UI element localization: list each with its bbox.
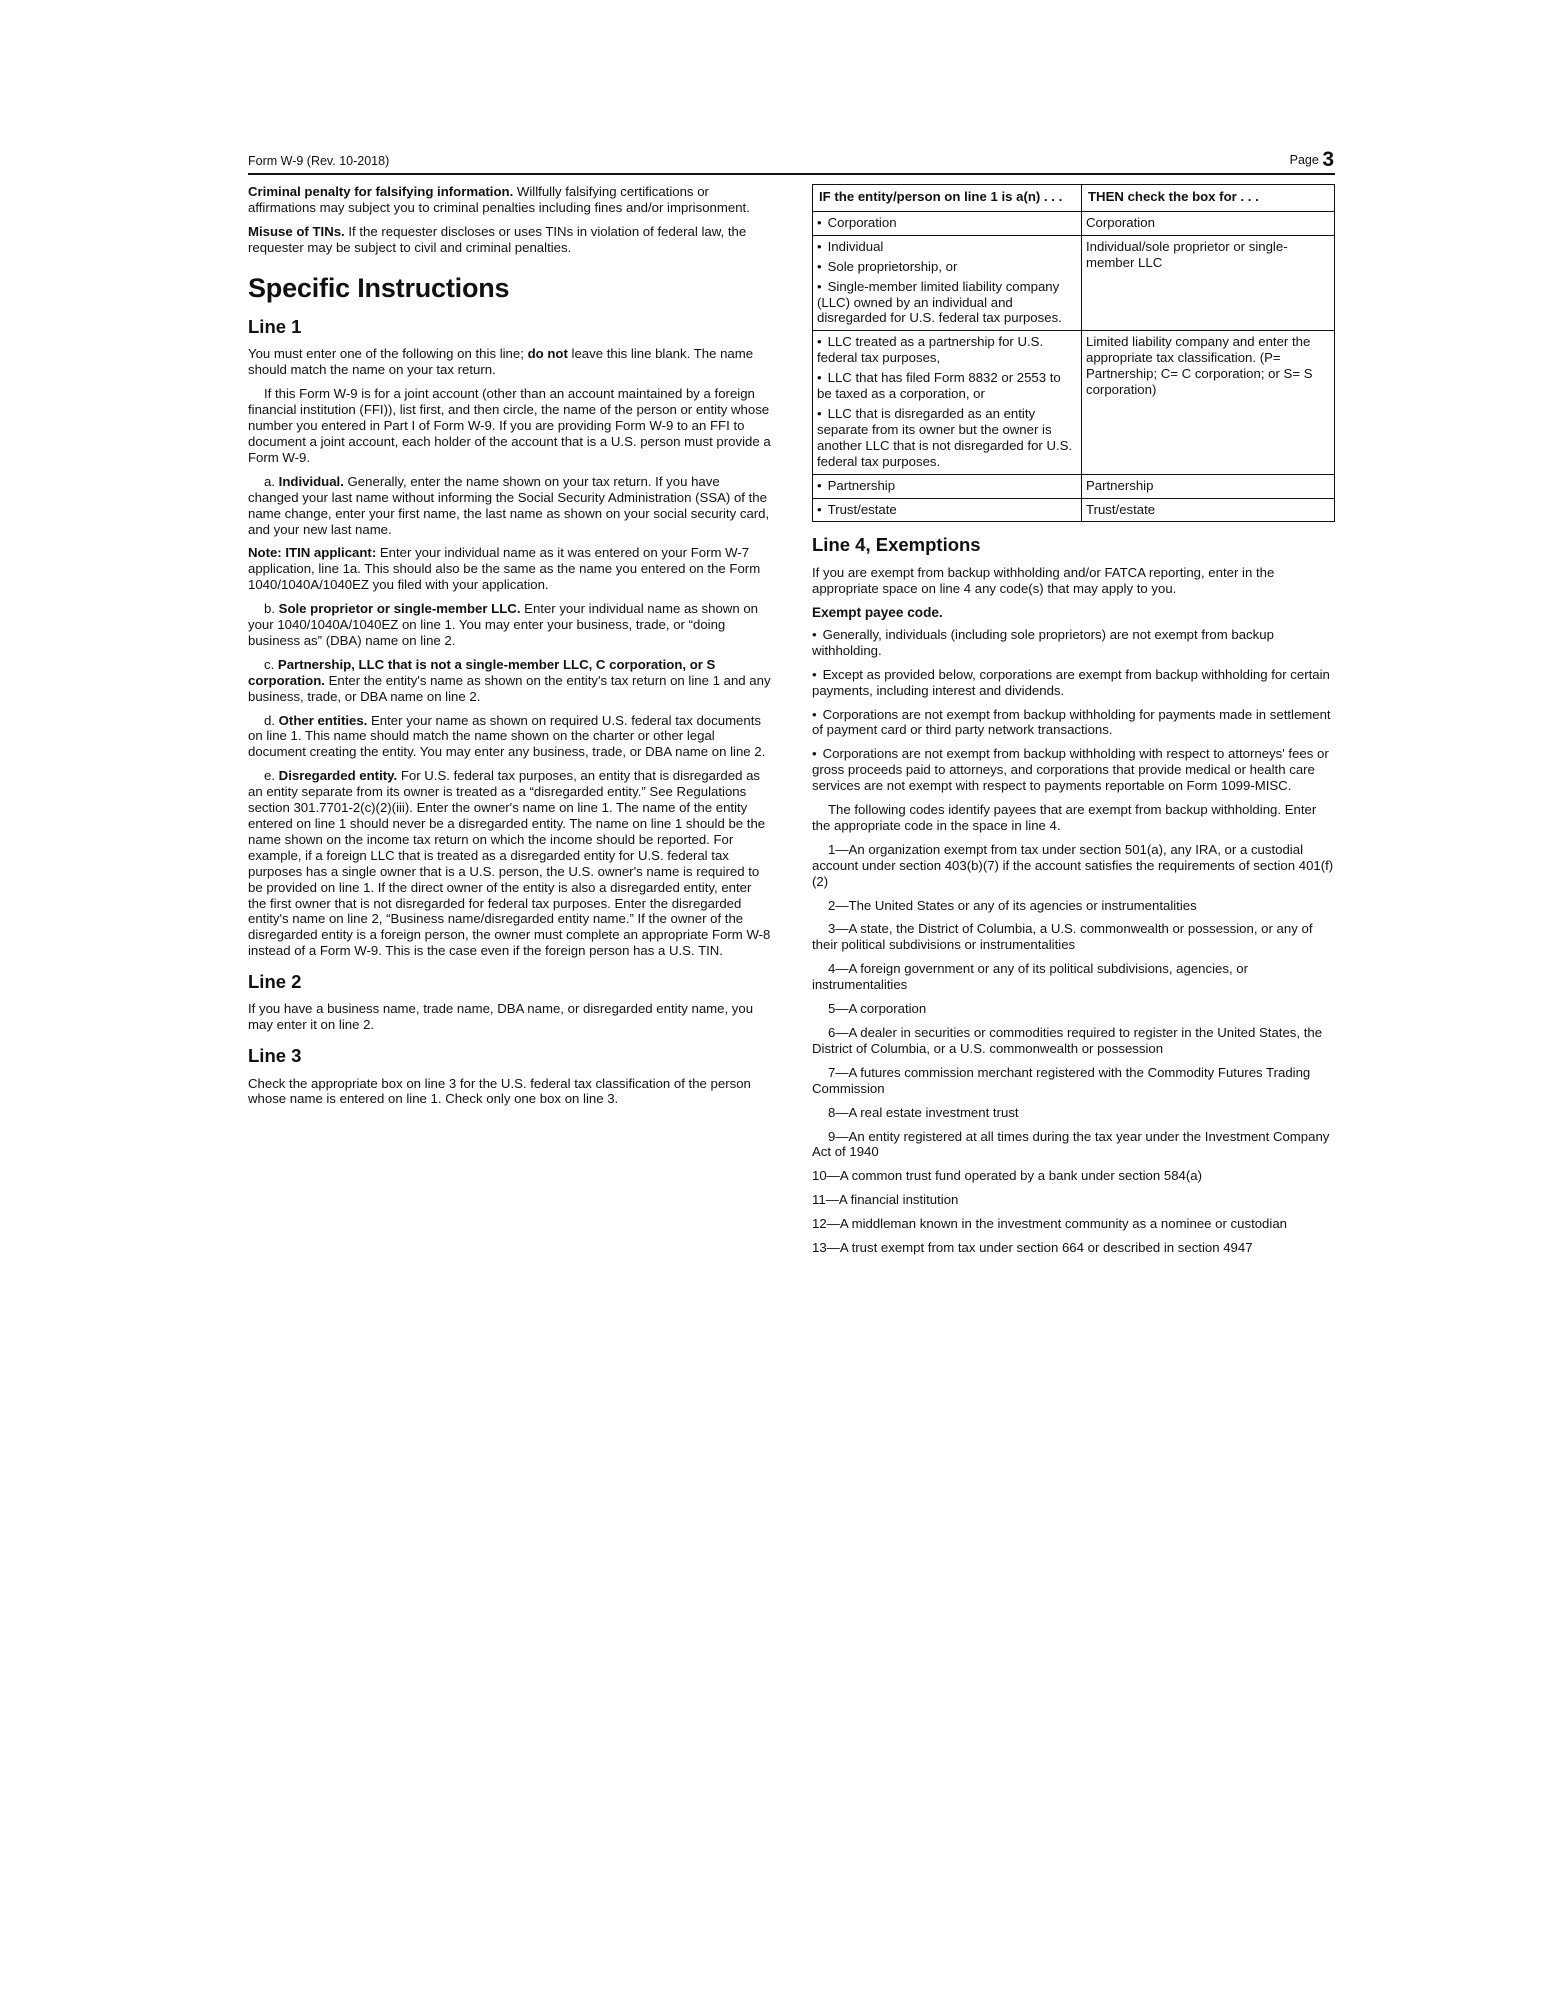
form-identifier: Form W-9 (Rev. 10-2018) [248,154,390,168]
table-header-check: THEN check the box for . . . [1082,185,1335,212]
bullet-item: • Generally, individuals (including sole proprietors) are not exempt from backup withholding. [812,627,1335,659]
row-sole-proprietorship-item: • Sole proprietorship, or [817,259,1077,275]
criminal-penalty-heading: Criminal penalty for falsifying information. [248,184,514,199]
codes-intro: The following codes identify payees that are exempt from backup withholding. Enter the appropriate code in the space in line 4. [812,802,1317,833]
line2-paragraph: If you have a business name, trade name, DBA name, or disregarded entity name, you may enter it on line 2. [248,1001,754,1033]
exempt-code-item: 10—A common trust fund operated by a bank under section 584(a) [812,1168,1202,1184]
line1-text-b: leave this line blank. The name should match the name on your tax return. [248,346,754,378]
right-column [812,184,1335,1264]
classification-table [812,184,1335,522]
page-label: Page [1289,153,1319,167]
table-header-entity: IF the entity/person on line 1 is a(n) . . . [813,185,1082,212]
item-c-text: Enter the entity's name as shown on the entity's tax return on line 1 and any business, trade, or DBA name on line 2. [248,672,771,704]
row-single-member-llc-item: • Single-member limited liability company (LLC) owned by an individual and disregarded for U.S. federal tax purposes. [817,279,1077,327]
table-cell [813,474,1082,498]
partnership-paragraph [248,657,771,705]
table-cell [813,498,1082,522]
exempt-code-item: 7—A futures commission merchant registered with the Commodity Futures Trading Commission [812,1064,1311,1096]
item-c-heading: Partnership, LLC that is not a single-member LLC, C corporation, or S corporation. [248,656,716,688]
table-cell: Limited liability company and enter the appropriate tax classification. (P= Partnership; C= C corporation; or S= S corporation) [1082,331,1335,474]
sole-proprietor-paragraph [248,601,771,649]
item-a-prefix: a. [264,473,279,489]
note-text: Enter your individual name as it was entered on your Form W-7 application, line 1a. This should also be the same as the name you entered on the Form 1040/1040A/1040EZ you filed with your application. [248,545,761,593]
page-indicator [1290,148,1334,172]
exempt-code-item: 2—The United States or any of its agencies or instrumentalities [828,897,1197,913]
exempt-code-item: 3—A state, the District of Columbia, a U.S. commonwealth or possession, or any of their political subdivisions or instrumentalities [812,921,1313,953]
exempt-code-item: 9—An entity registered at all times during the tax year under the Investment Company Act of 1940 [812,1128,1330,1160]
item-a-heading: Individual. [278,473,344,489]
exempt-payee-code-title: Exempt payee code. [812,604,943,620]
row-llc-corporation-item: • LLC that has filed Form 8832 or 2553 to be taxed as a corporation, or [817,370,1077,402]
exempt-code-item: 4—A foreign government or any of its political subdivisions, agencies, or instrumentalities [812,961,1249,993]
table-row [813,331,1335,474]
line3-paragraph: Check the appropriate box on line 3 for the U.S. federal tax classification of the person whose name is entered on line 1. Check only one box on line 3. [248,1075,751,1107]
table-cell: Corporation [1082,211,1335,235]
disregarded-entity-paragraph [248,768,771,959]
item-a-text: Generally, enter the name shown on your tax return. If you have changed your last name without informing the Social Security Administration (SSA) of the name change, enter your first name, the last name as shown on your social security card, and your new last name. [248,473,770,537]
item-c-prefix: c. [264,656,278,672]
exempt-code-item: 11—A financial institution [812,1192,959,1208]
table-cell [813,331,1082,474]
table-row [813,474,1335,498]
item-d-text: Enter your name as shown on required U.S. federal tax documents on line 1. This name should match the name shown on the charter or other legal document creating the entity. You may enter any business, trade, or DBA name on line 2. [248,712,766,760]
exempt-code-item: 6—A dealer in securities or commodities required to register in the United States, the District of Columbia, or a U.S. commonwealth or possession [812,1025,1323,1056]
criminal-penalty-paragraph [248,184,771,216]
table-header-row [813,185,1335,212]
row-llc-disregarded-item: • LLC that is disregarded as an entity separate from its owner but the owner is another LLC that is not disregarded for U.S. federal tax purposes. [817,406,1077,470]
table-cell: Trust/estate [1082,498,1335,522]
item-b-heading: Sole proprietor or single-member LLC. [278,601,521,617]
left-column [248,184,771,1115]
misuse-paragraph [248,224,771,256]
specific-instructions-title: Specific Instructions [248,272,510,303]
line1-title: Line 1 [248,316,302,338]
misuse-heading: Misuse of TINs. [248,223,345,239]
row-partnership-entity: • Partnership [817,478,895,493]
table-cell: Individual/sole proprietor or single-member LLC [1082,235,1335,331]
header-rule [248,173,1335,175]
line2-title: Line 2 [248,971,302,993]
table-row [813,235,1335,331]
item-b-prefix: b. [264,601,279,617]
other-entities-paragraph [248,713,771,761]
row-llc-partnership-item: • LLC treated as a partnership for U.S. federal tax purposes, [817,334,1077,366]
line1-bold: do not [527,346,568,362]
exempt-code-item: 1—An organization exempt from tax under section 501(a), any IRA, or a custodial account under section 403(b)(7) if the account satisfies the requirements of section 401(f)(2) [812,841,1334,889]
table-cell: Partnership [1082,474,1335,498]
item-b-text: Enter your individual name as shown on your 1040/1040A/1040EZ on line 1. You may enter your business, trade, or “doing business as” (DBA) name on line 2. [248,601,758,648]
individual-paragraph [248,474,771,538]
bullet-item: • Corporations are not exempt from backup withholding for payments made in settlement of payment card or third party network transactions. [812,707,1335,739]
line4-intro: If you are exempt from backup withholding and/or FATCA reporting, enter in the appropriate space on line 4 any code(s) that may apply to you. [812,564,1275,596]
exempt-code-item: 13—A trust exempt from tax under section 664 or described in section 4947 [812,1240,1253,1256]
bullet-item: • Corporations are not exempt from backup withholding with respect to attorneys' fees or gross proceeds paid to attorneys, and corporations that provide medical or health care services are not exempt with respect to payments reportable on Form 1099-MISC. [812,746,1335,794]
item-e-text: For U.S. federal tax purposes, an entity that is disregarded as an entity separate from its owner is treated as a “disregarded entity.” See Regulations section 301.7701-2(c)(2)(iii). Enter the owner's name on line 1. The name of the entity entered on line 1 should never be a disregarded entity. The name on line 1 should be the name shown on the income tax return on which the income should be reported. For example, if a foreign LLC that is treated as a disregarded entity for U.S. federal tax purposes has a single owner that is a U.S. person, the U.S. owner's name is required to be provided on line 1. If the direct owner of the entity is also a disregarded entity, enter the first owner that is not disregarded for federal tax purposes. Enter the disregarded entity's name on line 2, “Business name/disregarded entity name.” If the owner of the disregarded entity is a foreign person, the owner must complete an appropriate Form W-8 instead of a Form W-9. This is the case even if the foreign person has a U.S. TIN. [248,768,771,959]
item-d-prefix: d. [264,712,279,728]
bullet-item: • Except as provided below, corporations are exempt from backup withholding for certain payments, including interest and dividends. [812,667,1335,699]
item-d-heading: Other entities. [278,712,368,728]
line1-text-a: You must enter one of the following on this line; [248,346,528,362]
row-corporation-entity: • Corporation [817,215,897,230]
exempt-code-item: 5—A corporation [828,1001,927,1017]
exempt-code-item: 12—A middleman known in the investment community as a nominee or custodian [812,1216,1287,1232]
itin-note-paragraph [248,545,771,593]
misuse-text: If the requester discloses or uses TINs in violation of federal law, the requester may be subject to civil and criminal penalties. [248,223,747,255]
table-row [813,211,1335,235]
row-trust-entity: • Trust/estate [817,502,897,517]
criminal-penalty-text: Willfully falsifying certifications or affirmations may subject you to criminal penalties including fines and/or imprisonment. [248,184,750,215]
note-heading: Note: ITIN applicant: [248,545,377,561]
line3-title: Line 3 [248,1045,302,1067]
page-number: 3 [1322,148,1334,171]
table-row [813,498,1335,522]
table-cell [813,235,1082,331]
joint-account-paragraph: If this Form W-9 is for a joint account (other than an account maintained by a foreign financial institution (FFI)), list first, and then circle, the name of the person or entity whose number you entered in Part I of Form W-9. If you are providing Form W-9 to an FFI to document a joint account, each holder of the account that is a U.S. person must provide a Form W-9. [248,386,771,465]
item-e-heading: Disregarded entity. [278,768,398,784]
item-e-prefix: e. [264,768,279,784]
line1-paragraph [248,346,771,378]
row-individual-item: • Individual [817,239,1077,255]
table-cell [813,211,1082,235]
line4-title: Line 4, Exemptions [812,534,981,556]
exempt-code-item: 8—A real estate investment trust [828,1104,1019,1120]
